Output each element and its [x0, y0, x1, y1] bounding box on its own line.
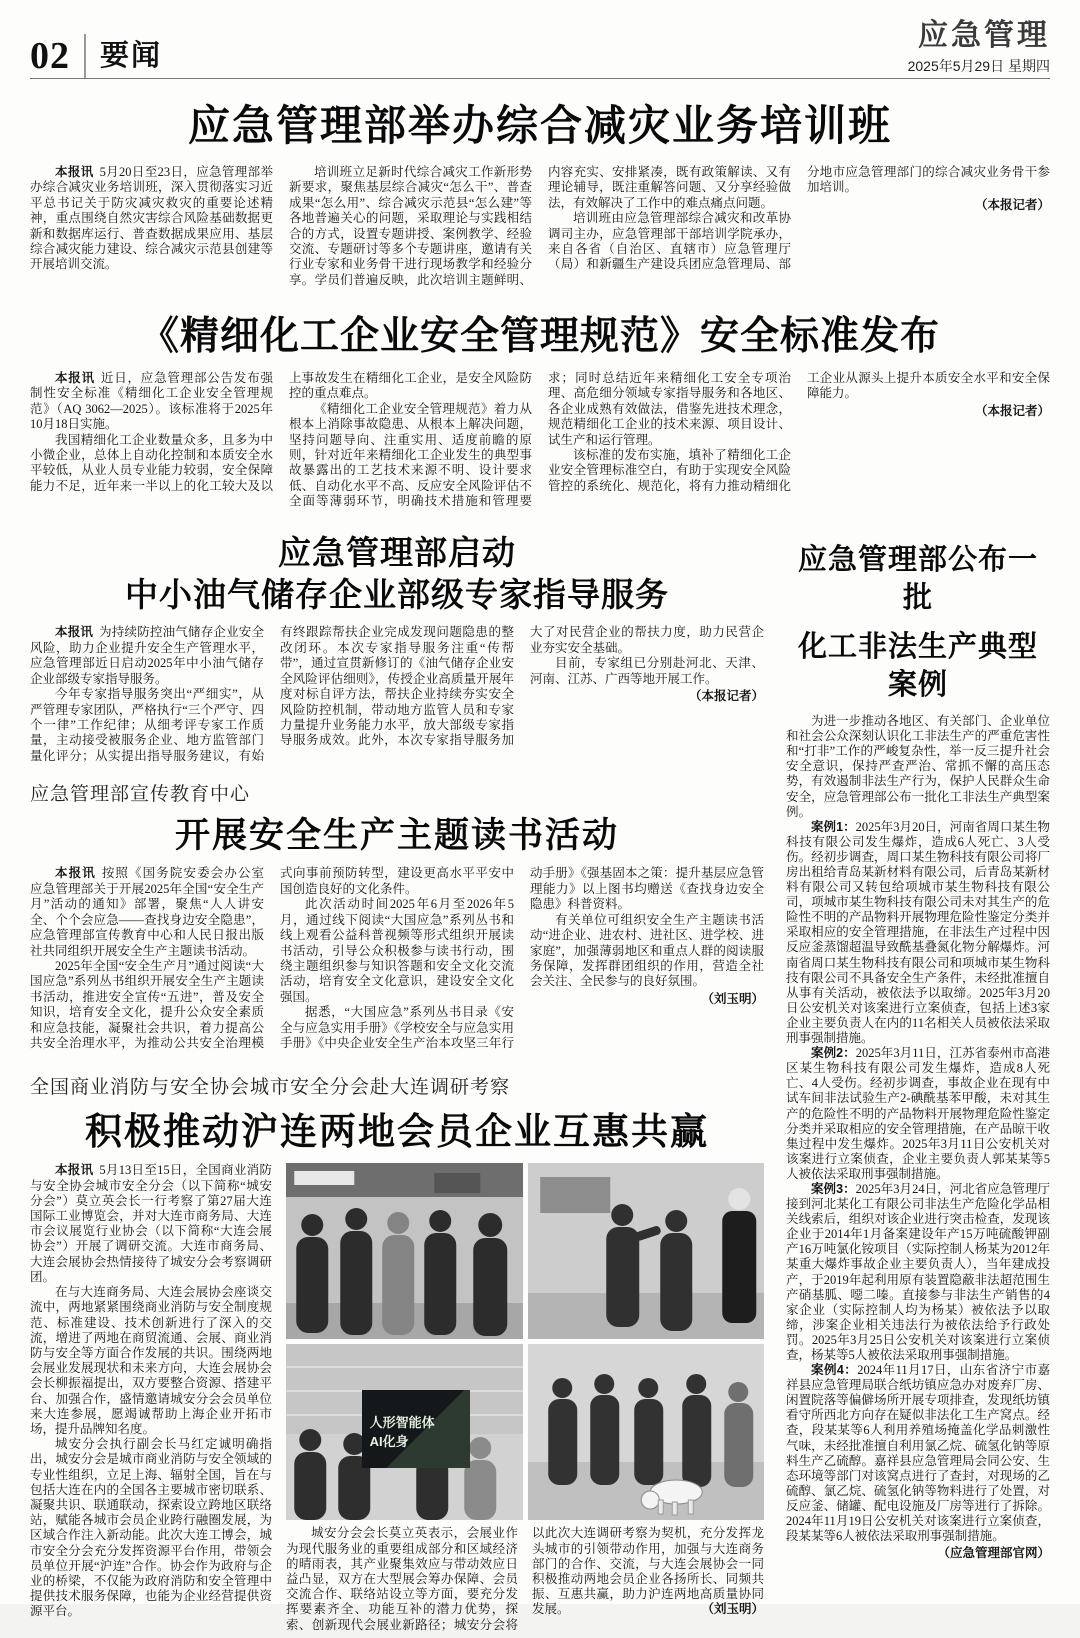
- photo-robot-dog-image: [528, 1344, 765, 1520]
- case-text: 2025年3月24日，河北省应急管理厅接到河北某化工有限公司非法生产危险化学品相关线索后，组织对该企业进行突击检查，发现该企业于2014年1月备案建设年产15万吨硫酸钾副产16万吨氯化铵项目（实际控制人杨某为2012年某重大爆炸事故企业主要负责人），当年建成投产，于2019年起利用原有装置隐蔽非法超范围生产硝基胍、噁二嗪。直接参与非法生产销售的4家企业（实际控制人均为杨某）被依法予以取缔，涉案企业相关违法行为被依法给予行政处罚。2025年3月25日公安机关对该案进行立案侦查，杨某等5人被依法采取刑事强制措施。: [786, 1181, 1050, 1362]
- case-item: [786, 1182, 1050, 1363]
- article-dalian-right: [286, 1163, 764, 1638]
- paragraph: 培训班立足新时代综合减灾工作新形势新要求，聚焦基层综合减灾“怎么干”、普查成果“怎么用”、综合减灾示范县“怎么建”等各地普遍关心的问题，采取理论与实践相结合的方式，设置专题讲授、案例教学、经验交流、专题研讨等多个专题讲座，邀请有关行业专家和业务骨干进行现场教学和经验分享。学员们普遍反映，此次培训主题鲜明、内容充实、安排紧凑，既有政策解读、又有理论辅导，既注重解答问题、又分享经验做法，有效解决了工作中的难点痛点问题。: [289, 165, 791, 287]
- page-header: [30, 0, 1050, 79]
- case-text: 2024年11月17日，山东省济宁市嘉祥县应急管理局联合纸坊镇应急办对废弃厂房、闲置院落等偏僻场所开展专项排查，发现纸坊镇看守所西北方向存在疑似非法化工生产窝点。经查，段某某等6人利用养殖场掩盖化学品刺激性气味，未经批准擅自利用氯乙烷、硫氢化钠等原料生产乙硫醇。嘉祥县应急管理局会同公安、生态环境等部门对该窝点进行了查封，对现场的乙硫醇、氯乙烷、硫氢化钠等物料进行了处置，对反应釜、储罐、配电设施及厂房等进行了拆除。2024年11月19日公安机关对该案进行立案侦查，段某某等6人被依法采取刑事强制措施。: [786, 1363, 1050, 1544]
- article-dalian-left-column: [30, 1163, 272, 1638]
- paragraph: 此次活动时间2025年6月至2026年5月，通过线下阅读“大国应急”系列丛书和线上观看公益科普视频等形式组织开展读书活动，引导公众积极参与读书行动，围绕主题组织参与知识答题和安全文化交流活动，培育安全文化意识，建设安全文化强国。: [280, 897, 514, 1004]
- article-reading: [30, 779, 764, 1058]
- case-item: [786, 1363, 1050, 1544]
- publication-date: 2025年5月29日 星期四: [907, 58, 1050, 74]
- photo-expo-group: [286, 1163, 523, 1339]
- photo-expo-group-image: [286, 1163, 523, 1339]
- article-cases-body: [786, 714, 1050, 1561]
- paragraph: 为进一步推动各地区、有关部门、企业单位和社会公众深刻认识化工非法生产的严重危害性和“打非”工作的严峻复杂性，举一反三提升社会安全意识，保持严查严治、常抓不懈的高压态势，有效遏制非法生产行为，保护人民群众生命安全，应急管理部公布一批化工非法生产典型案例。: [786, 714, 1050, 819]
- article-dalian-bottom-text: [286, 1526, 764, 1638]
- dateline: 本报讯: [55, 866, 96, 881]
- paragraph: 我国精细化工企业数量众多，且多为中小微企业，总体上自动化控制和本质安全水平较低，从业人员专业能力较弱，安全保障能力不足，近年来一半以上的化工较大及以上事故发生在精细化工企业，是安全风险防控的重点难点。: [30, 371, 532, 493]
- section-name: 要闻: [100, 39, 163, 72]
- case-label: 案例2：: [811, 1046, 856, 1061]
- paragraph: 在与大连商务局、大连会展协会座谈交流中，两地紧紧围绕商业消防与安全制度规范、标准建设、技术创新进行了深入的交流，增进了两地在商贸流通、会展、商业消防与安全等方面合作发展的共识。围绕两地会展业发展现状和未来方向，大连会展协会会长柳振福提出，双方要整合资源、搭建平台、加强合作，盛情邀请城安分会会员单位来大连参展，愿竭诚帮助上海企业开拓市场，提升品牌知名度。: [30, 1285, 272, 1436]
- paragraph-text: 城安分会会长莫立英表示，会展业作为现代服务业的重要组成部分和区域经济的晴雨表，其产业聚集效应与带动效应日益凸显，双方在大型展会筹办保障、会员交流合作、联络站设立等方面，要充分发挥要素齐全、功能互补的潜力优势，探索、创新现代会展业新路径；城安分会将以此次大连调研考察为契机，充分发挥龙头城市的引领带动作用，加强与大连商务部门的合作、交流，与大连会展协会一同积极推动两地会员企业各扬所长、同频共振、互惠共赢，助力沪连两地高质量协同发展。: [286, 1526, 764, 1632]
- article-cases: [786, 533, 1050, 1638]
- article-reading-title: 开展安全生产主题读书活动: [174, 816, 619, 856]
- article-cases-title-line2: 化工非法生产典型案例: [797, 630, 1038, 701]
- photo-robot-dog: [528, 1344, 765, 1520]
- ai-sign-line2: AI化身: [369, 1434, 409, 1450]
- article-training: [30, 93, 1050, 291]
- paragraph: 《精细化工企业安全管理规范》着力从根本上消除事故隐患、从根本上解决问题，坚持问题导向、注重实用、适度前瞻的原则，针对近年来精细化工企业发生的典型事故暴露出的工艺技术来源不明、设计要求低、自动化水平不高、反应安全风险评估不全面等薄弱环节，明确技术措施和管理要求；同时总结近年来精细化工安全专项治理、高危细分领域专家指导服务和各地区、各企业成熟有效做法，借鉴先进技术理念，规范精细化工企业的技术来源、项目设计、试生产和运行管理。: [289, 371, 791, 509]
- header-left: [30, 34, 162, 78]
- article-expert-body: [30, 625, 764, 765]
- article-training-body: [30, 165, 1050, 291]
- ai-sign-line1: 人形智能体: [369, 1415, 435, 1431]
- dateline: 本报讯: [55, 165, 94, 179]
- article-reading-body: [30, 866, 764, 1058]
- header-divider: [84, 34, 86, 78]
- article-reading-kicker: 应急管理部宣传教育中心: [30, 784, 251, 806]
- ai-booth-sign: [362, 1390, 471, 1467]
- paragraph: [286, 1526, 764, 1638]
- case-item: [786, 1046, 1050, 1182]
- byline: （刘玉明）: [701, 991, 764, 1006]
- article-expert-title-line2: 中小油气储存企业部级专家指导服务: [125, 578, 669, 615]
- dateline: 本报讯: [55, 1163, 94, 1178]
- photo-booth-presentation-image: [528, 1163, 765, 1339]
- article-training-title: 应急管理部举办综合减灾业务培训班: [187, 104, 892, 150]
- article-standard-body: [30, 371, 1050, 521]
- paragraph: [30, 371, 273, 433]
- paragraph-text: 5月13日至15日，全国商业消防与安全协会城市安全分会（以下简称“城安分会”）莫立英会长一行考察了第27届大连国际工业博览会，并对大连市商务局、大连市会议展览行业协会（以下简称“大连会展协会”）开展了调研交流。大连市商务局、大连会展协会热情接待了城安分会考察调研团。: [30, 1163, 272, 1284]
- article-dalian-content: [30, 1163, 764, 1638]
- paragraph: 该标准的发布实施，填补了精细化工企业安全管理标准空白，有助于实现安全风险管控的系统化、规范化，将有力推动精细化工企业从源头上提升本质安全水平和安全保障能力。: [548, 371, 1050, 493]
- paragraph: [30, 625, 264, 687]
- paragraph: 城安分会执行副会长马红定诚明确指出，城安分会是城市商业消防与安全领域的专业性组织，立足上海、辐射全国，旨在与包括大连在内的全国各主要城市密切联系、凝聚共识、联通联动，探索设立跨地区联络站，赋能各城市会员企业跨行融圈发展，为区域合作注入新动能。此次大连工博会，城市安全分会充分发挥资源平台作用，带领会员单位开展“沪连”合作。协会作为政府与企业的桥梁，不仅能为政府消防和安全管理中提供技术服务保障，也能为企业经营提供资源平台。: [30, 1437, 272, 1619]
- article-expert-title-line1: 应急管理部启动: [278, 536, 516, 572]
- paragraph: 2025年全国“安全生产月”通过阅读“大国应急”系列丛书组织开展安全生产主题读书活动，推进安全宣传“五进”，普及安全知识，培育安全文化，提升公众安全素质和应急技能，凝聚社会共识，着力提高公共安全治理水平，为推动公共安全治理模式向事前预防转型，建设更高水平平安中国创造良好的文化条件。: [30, 866, 514, 1050]
- article-dalian-title: 积极推动沪连两地会员企业互惠共赢: [85, 1112, 709, 1154]
- case-text: 2025年3月20日，河南省周口某生物科技有限公司发生爆炸，造成6人死亡、3人受伤。经初步调查，周口某生物科技有限公司将厂房出租给青岛某新材料有限公司，后青岛某新材料有限公司又转包给项城市某生物科技有限公司，项城市某生物科技有限公司未对其生产的危险性不明的产品物料开展物理危险性鉴定分类并采取相应的安全管理措施，在非法生产过程中因反应釜蒸馏超温导致酰基叠氮化物分解爆炸。河南省周口某生物科技有限公司和项城市某生物科技有限公司不具备安全生产条件，未经批准擅自从事有关活动，被依法予以取缔。2025年3月20日公安机关对该案进行立案侦查，包括上述3家企业主要负责人在内的11名相关人员被依法采取刑事强制措施。: [786, 819, 1050, 1046]
- case-label: 案例4：: [811, 1363, 858, 1378]
- paragraph: 有关单位可组织安全生产主题读书活动“进企业、进农村、进社区、进学校、进家庭”，加强薄弱地区和重点人群的阅读服务保障，发挥群团组织的作用，营造全社会关注、全民参与的良好氛围。: [530, 912, 764, 989]
- photo-grid: [286, 1163, 764, 1520]
- paragraph-text: 为持续防控油气储存企业安全风险，助力企业提升安全生产管理水平，应急管理部近日启动2025年中小油气储存企业部级专家指导服务。: [30, 625, 264, 686]
- byline: （应急管理部官网）: [937, 1546, 1050, 1561]
- paragraph-text: 5月20日至23日，应急管理部举办综合减灾业务培训班，深入贯彻落实习近平总书记关于防灾减灾救灾的重要论述精神，重点围绕自然灾害综合风险基础数据更新和数据库运行、普查数据成果应用、基层综合减灾能力建设、综合减灾示范县创建等开展培训交流。: [30, 165, 273, 272]
- paragraph-text: 近日，应急管理部公告发布强制性安全标准《精细化工企业安全管理规范》（AQ 3062—2025）。该标准将于2025年10月18日实施。: [30, 371, 273, 432]
- article-cases-title-line1: 应急管理部公布一批: [797, 544, 1038, 615]
- page-number: 02: [30, 35, 70, 77]
- paragraph: [30, 866, 264, 958]
- byline: （本报记者）: [688, 689, 764, 704]
- article-dalian: [30, 1072, 764, 1638]
- photo-ai-booth: [286, 1344, 523, 1520]
- article-dalian-kicker: 全国商业消防与安全协会城市安全分会赴大连调研考察: [30, 1077, 511, 1099]
- byline: （本报记者）: [974, 197, 1050, 212]
- paragraph: 培训班由应急管理部综合减灾和改革协调司主办，应急管理部干部培训学院承办，来自各省（自治区、直辖市）应急管理厅（局）和新疆生产建设兵团应急管理局、部分地市应急管理部门的综合减灾业务骨干参加培训。: [548, 165, 1050, 272]
- lower-layout: [30, 533, 1050, 1638]
- article-standard-title: 《精细化工企业安全管理规范》安全标准发布: [139, 315, 940, 358]
- article-standard: [30, 305, 1050, 521]
- left-region: [30, 533, 764, 1638]
- paragraph: [30, 165, 273, 273]
- byline: （本报记者）: [974, 403, 1050, 418]
- article-expert: [30, 533, 764, 765]
- paragraph: 目前，专家组已分别赴河北、天津、河南、江苏、广西等地开展工作。: [530, 656, 764, 686]
- header-right: [908, 19, 1050, 78]
- case-label: 案例1：: [811, 819, 856, 834]
- dateline: 本报讯: [55, 625, 94, 640]
- case-label: 案例3：: [811, 1181, 856, 1196]
- paragraph: 今年专家指导服务突出“严细实”，从严管理专家团队，严格执行“三个严守、四个一律”工作纪律；从细考评专家工作质量，主动接受被服务企业、地方监管部门量化评分；从实提出指导服务建议，有始有终跟踪帮扶企业完成发现问题隐患的整改闭环。本次专家指导服务注重“传帮带”，通过宣贯新修订的《油气储存企业安全风险评估细则》，传授企业高质量开展年度对标自评方法，帮扶企业持续夯实安全风险防控机制，带动地方监管人员和专家力量提升业务能力水平，放大部级专家指导服务成效。此外，本次专家指导服务加大了对民营企业的帮扶力度，助力民营企业夯实安全基础。: [30, 625, 764, 763]
- paragraph-text: 按照《国务院安委会办公室 应急管理部关于开展2025年全国“安全生产月”活动的通知》部署，聚焦“人人讲安全、个个会应急——查找身边安全隐患”，应急管理部宣传教育中心和人民日报出版社共同组织开展安全生产主题读书活动。: [30, 866, 264, 958]
- newspaper-masthead: 应急管理: [918, 19, 1050, 52]
- byline: （刘玉明）: [701, 1602, 764, 1617]
- dateline: 本报讯: [55, 371, 95, 385]
- case-text: 2025年3月11日，江苏省泰州市高港区某生物科技有限公司发生爆炸，造成8人死亡、4人受伤。经初步调查，事故企业在现有中试车间非法试验生产2-碘酰基苯甲酸，未对其生产的危险性不明的产品物料开展物理危险性鉴定分类并采取相应的安全管理措施，在产品晾干收集过程中发生爆炸。2025年3月11日公安机关对该案进行立案侦查，企业主要负责人郭某某等5人被依法采取刑事强制措施。: [786, 1046, 1050, 1181]
- case-item: [786, 820, 1050, 1046]
- paragraph: [30, 1163, 272, 1285]
- photo-booth-presentation: [528, 1163, 765, 1339]
- paragraph: 据悉，“大国应急”系列丛书目录《安全与应急实用手册》《学校安全与应急实用手册》《中央企业安全生产治本攻坚三年行动手册》《强基固本之策：提升基层应急管理能力》以上图书均赠送《查找身边安全隐患》科普资料。: [280, 866, 764, 1050]
